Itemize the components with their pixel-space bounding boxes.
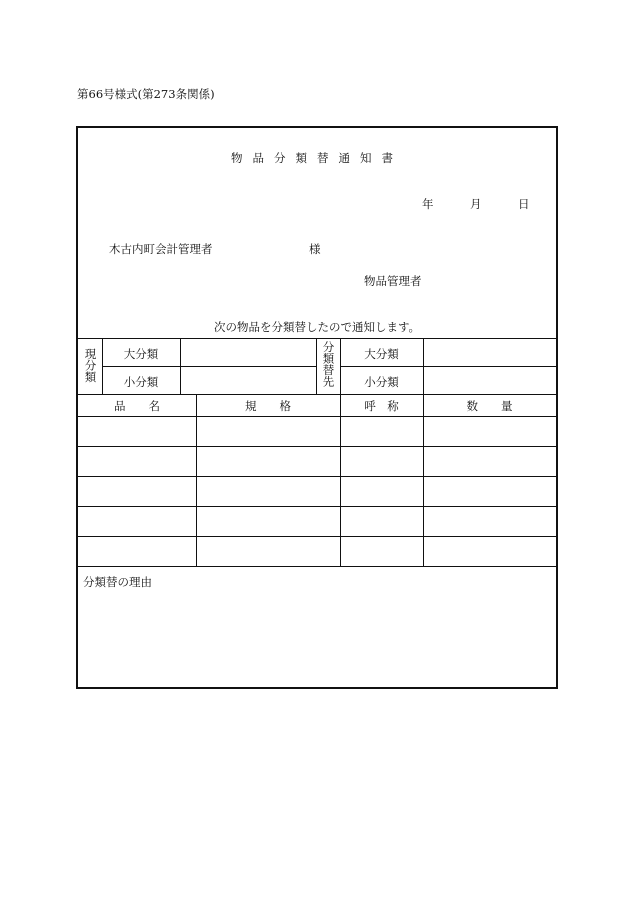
current-minor-label: 小分類 [123, 375, 159, 389]
table-row-line [78, 446, 556, 447]
date-day-label: 日 [518, 197, 530, 211]
table-row-line [78, 476, 556, 477]
table-row-line [78, 536, 556, 537]
honorific: 様 [309, 242, 321, 256]
column-header-spec: 規 格 [245, 399, 291, 413]
notice-text: 次の物品を分類替したので通知します。 [213, 320, 421, 334]
current-major-label: 大分類 [123, 347, 159, 361]
form-number-label: 第66号様式(第273条関係) [77, 87, 215, 101]
recipient: 木古内町会計管理者 [109, 242, 213, 256]
column-header-designation: 呼 称 [364, 399, 399, 413]
notice-form [76, 126, 558, 689]
table-column-line [196, 394, 197, 566]
target-minor-label: 小分類 [364, 375, 399, 389]
column-header-quantity: 数 量 [466, 399, 513, 413]
divider-line [423, 338, 424, 394]
document-title: 物品分類替通知書 [231, 151, 403, 165]
target-classification-label: 分類替先 [321, 341, 336, 387]
table-row-line [78, 506, 556, 507]
divider-line [102, 366, 316, 367]
divider-line [78, 338, 556, 339]
divider-line [180, 338, 181, 394]
target-major-label: 大分類 [364, 347, 399, 361]
table-column-line [423, 394, 424, 566]
column-header-item-name: 品 名 [114, 399, 160, 413]
table-row-line [78, 566, 556, 567]
sender-title: 物品管理者 [364, 274, 422, 288]
divider-line [78, 394, 556, 395]
current-classification-label: 現分類 [83, 348, 98, 383]
table-column-line [340, 394, 341, 566]
table-row-line [78, 416, 556, 417]
date-month-label: 月 [470, 197, 482, 211]
divider-line [316, 338, 317, 394]
date-year-label: 年 [422, 197, 434, 211]
reason-label: 分類替の理由 [83, 575, 152, 589]
divider-line [340, 366, 556, 367]
